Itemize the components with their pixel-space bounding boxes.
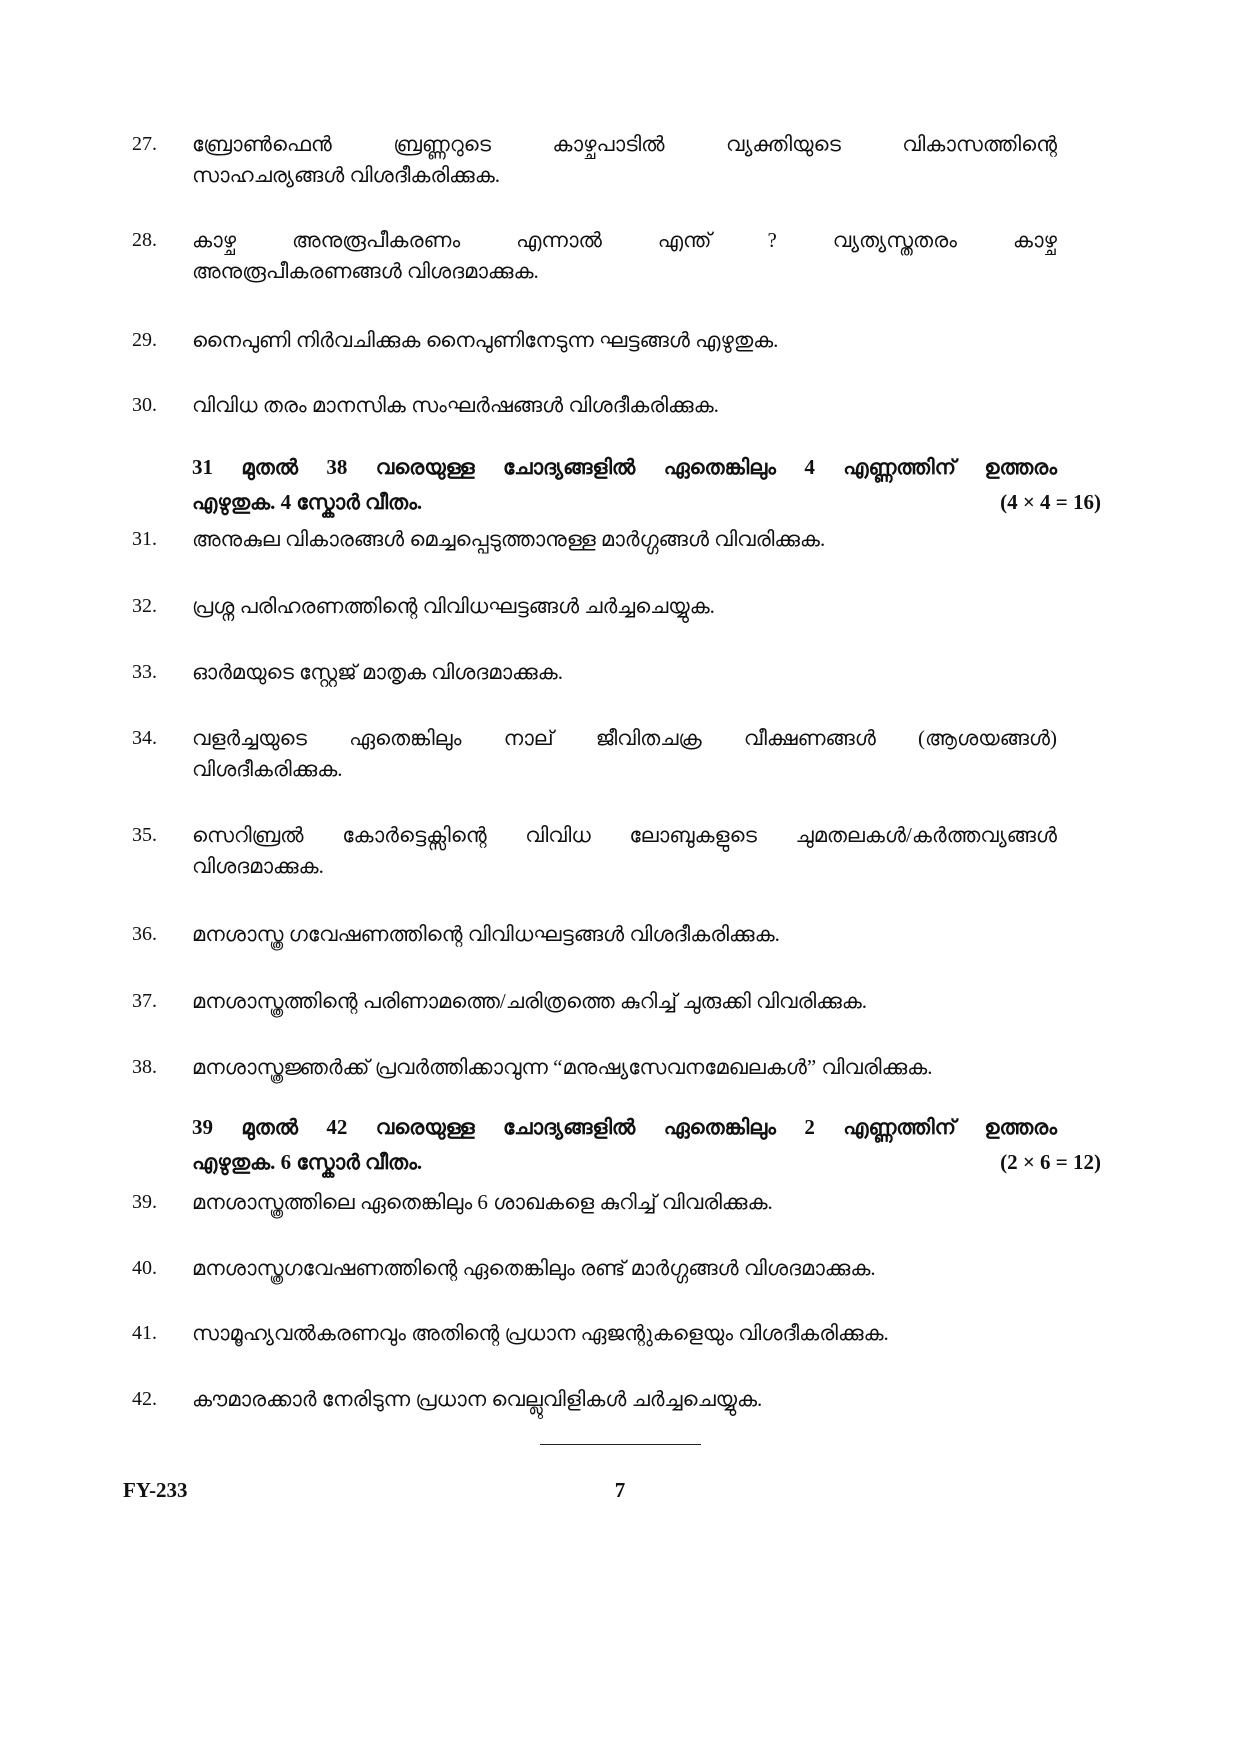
section-instruction-39-42 <box>192 1110 1101 1180</box>
question-text-line: സാഹചര്യങ്ങൾ വിശദീകരിക്കുക. <box>192 163 501 187</box>
question-37 <box>0 986 1241 1056</box>
question-text <box>192 1253 1057 1284</box>
question-29 <box>0 325 1241 395</box>
question-text <box>192 225 1057 287</box>
question-text-line: മനശാസ്ത്രജ്ഞർക്ക് പ്രവർത്തിക്കാവുന്ന “മനുഷ്യസേവനമേഖലകൾ” വിവരിക്കുക. <box>192 1055 933 1079</box>
question-number: 42. <box>132 1388 157 1410</box>
question-32 <box>0 591 1241 661</box>
section-instruction-line: എഴുതുക. 6 സ്കോർ വീതം. <box>192 1150 423 1174</box>
end-divider <box>540 1444 701 1445</box>
question-text <box>192 1187 1057 1218</box>
section-instruction-row <box>192 1145 1101 1180</box>
question-text <box>192 390 1057 421</box>
question-text <box>192 919 1057 950</box>
question-text <box>192 986 1057 1017</box>
question-number: 29. <box>132 329 157 351</box>
question-39 <box>0 1187 1241 1257</box>
question-33 <box>0 657 1241 727</box>
question-number: 36. <box>132 923 157 945</box>
section-instruction-row <box>192 485 1101 520</box>
section-instruction-31-38 <box>192 450 1101 520</box>
question-text-line: അനുരൂപീകരണങ്ങൾ വിശദമാക്കുക. <box>192 259 539 283</box>
question-number: 33. <box>132 661 157 683</box>
question-27 <box>0 129 1241 199</box>
question-text <box>192 1052 1057 1083</box>
question-text <box>192 1384 1057 1415</box>
question-41 <box>0 1318 1241 1388</box>
question-text-line: വിശദീകരിക്കുക. <box>192 757 343 781</box>
question-31 <box>0 524 1241 594</box>
question-text-line: വിവിധ തരം മാനസിക സംഘർഷങ്ങൾ വിശദീകരിക്കുക. <box>192 393 719 417</box>
question-text-line: മനശാസ്ത്രത്തിലെ ഏതെങ്കിലും 6 ശാഖകളെ കുറിച്ച് വിവരിക്കുക. <box>192 1190 773 1214</box>
question-text-line: സാമൂഹ്യവൽകരണവും അതിന്റെ പ്രധാന ഏജന്റുകളെയും വിശദീകരിക്കുക. <box>192 1321 889 1345</box>
question-text-line: നൈപുണി നിർവചിക്കുക നൈപുണിനേടുന്ന ഘട്ടങ്ങൾ എഴുതുക. <box>192 328 779 352</box>
question-text <box>192 129 1057 191</box>
question-text <box>192 591 1057 622</box>
section-marks: (4 × 4 = 16) <box>1000 490 1101 514</box>
question-text-line: മനശാസ്ത്ര ഗവേഷണത്തിന്റെ വിവിധഘട്ടങ്ങൾ വിശദീകരിക്കുക. <box>192 922 780 946</box>
question-number: 34. <box>132 727 157 749</box>
question-number: 41. <box>132 1322 157 1344</box>
question-number: 31. <box>132 528 157 550</box>
question-number: 39. <box>132 1191 157 1213</box>
question-text <box>192 524 1057 555</box>
question-text <box>192 657 1057 688</box>
question-text <box>192 723 1057 785</box>
question-text-line: ബ്രോൺഫെൻ ബ്രണ്ണറുടെ കാഴ്ചപാടിൽ വ്യക്തിയുടെ വികാസത്തിന്റെ <box>192 132 1057 156</box>
question-text-line: മനശാസ്ത്രത്തിന്റെ പരിണാമത്തെ/ചരിത്രത്തെ കുറിച്ച് ചുരുക്കി വിവരിക്കുക. <box>192 989 868 1013</box>
question-34 <box>0 723 1241 793</box>
question-text-line: അനുകുല വികാരങ്ങൾ മെച്ചപ്പെടുത്താനുള്ള മാർഗ്ഗങ്ങൾ വിവരിക്കുക. <box>192 527 826 551</box>
question-number: 32. <box>132 595 157 617</box>
question-text-line: പ്രശ്ന പരിഹരണത്തിന്റെ വിവിധഘട്ടങ്ങൾ ചർച്ചചെയ്യുക. <box>192 594 715 618</box>
question-number: 27. <box>132 133 157 155</box>
section-instruction-line: 39 മുതൽ 42 വരെയുള്ള ചോദ്യങ്ങളിൽ ഏതെങ്കിലും 2 എണ്ണത്തിന് ഉത്തരം <box>192 1115 1057 1139</box>
question-text <box>192 820 1057 882</box>
question-text-line: വളർച്ചയുടെ ഏതെങ്കിലും നാല് ജീവിതചക്ര വീക്ഷണങ്ങൾ (ആശയങ്ങൾ) <box>192 726 1057 750</box>
question-number: 38. <box>132 1056 157 1078</box>
question-text-line: സെറിബ്രൽ കോർട്ടെക്സിന്റെ വിവിധ ലോബുകളുടെ ചുമതലകൾ/കർത്തവ്യങ്ങൾ <box>192 823 1057 847</box>
question-number: 28. <box>132 229 157 251</box>
question-text-line: ഓർമയുടെ സ്റ്റേജ് മാതൃക വിശദമാക്കുക. <box>192 660 563 684</box>
question-number: 35. <box>132 824 157 846</box>
question-35 <box>0 820 1241 890</box>
question-text <box>192 325 1057 356</box>
question-number: 30. <box>132 394 157 416</box>
question-text-line: കൗമാരക്കാർ നേരിടുന്ന പ്രധാന വെല്ലുവിളികൾ ചർച്ചചെയ്യുക. <box>192 1387 763 1411</box>
question-40 <box>0 1253 1241 1323</box>
question-text-line: മനശാസ്ത്രഗവേഷണത്തിന്റെ ഏതെങ്കിലും രണ്ട് മാർഗ്ഗങ്ങൾ വിശദമാക്കുക. <box>192 1256 876 1280</box>
question-text-line: വിശദമാക്കുക. <box>192 854 324 878</box>
question-text <box>192 1318 1057 1349</box>
question-28 <box>0 225 1241 295</box>
question-number: 37. <box>132 990 157 1012</box>
paper-code: FY-233 <box>123 1478 188 1502</box>
section-instruction-line: എഴുതുക. 4 സ്കോർ വീതം. <box>192 490 423 514</box>
question-36 <box>0 919 1241 989</box>
section-marks: (2 × 6 = 12) <box>1000 1150 1101 1174</box>
question-number: 40. <box>132 1257 157 1279</box>
question-text-line: കാഴ്ച അനുരൂപീകരണം എന്നാൽ എന്ത് ? വ്യത്യസ്തതരം കാഴ്ച <box>192 228 1057 252</box>
page-number: 7 <box>614 1478 626 1502</box>
section-instruction-line: 31 മുതൽ 38 വരെയുള്ള ചോദ്യങ്ങളിൽ ഏതെങ്കിലും 4 എണ്ണത്തിന് ഉത്തരം <box>192 455 1057 479</box>
